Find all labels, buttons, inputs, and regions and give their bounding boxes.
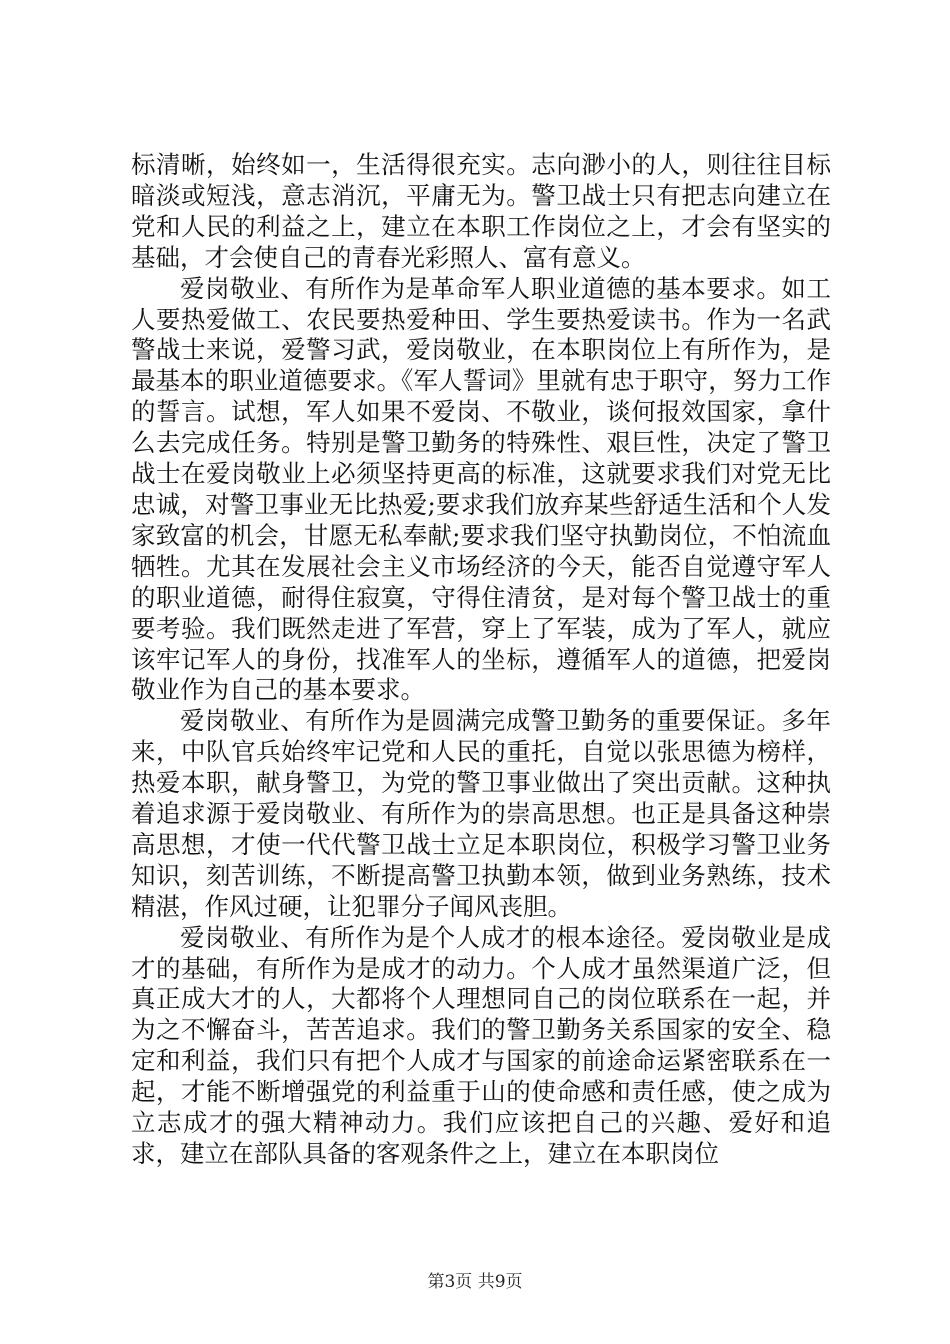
paragraph-professional-ethics: 爱岗敬业、有所作为是革命军人职业道德的基本要求。如工人要热爱做工、农民要热爱种田、学生要热爱读书。作为一名武警战士来说，爱警习武，爱岗敬业，在本职岗位上有所作为，是最基本的职业道德要求。《军人誓词》里就有忠于职守，努力工作的誓言。试想，军人如果不爱岗、不敬业，谈何报效国家，拿什么去完成任务。特别是警卫勤务的特殊性、艰巨性，决定了警卫战士在爱岗敬业上必须坚持更高的标准，这就要求我们对党无比忠诚，对警卫事业无比热爱;要求我们放弃某些舒适生活和个人发家致富的机会，甘愿无私奉献;要求我们坚守执勤岗位，不怕流血牺牲。尤其在发展社会主义市场经济的今天，能否自觉遵守军人的职业道德，耐得住寂寞，守得住清贫，是对每个警卫战士的重要考验。我们既然走进了军营，穿上了军装，成为了军人，就应该牢记军人的身份，找准军人的坐标，遵循军人的道德，把爱岗敬业作为自己的基本要求。 — [131, 273, 831, 705]
paragraph-personal-growth: 爱岗敬业、有所作为是个人成才的根本途径。爱岗敬业是成才的基础，有所作为是成才的动力。个人成才虽然渠道广泛，但真正成大才的人，大都将个人理想同自己的岗位联系在一起，并为之不懈奋斗，苦苦追求。我们的警卫勤务关系国家的安全、稳定和利益，我们只有把个人成才与国家的前途命运紧密联系在一起，才能不断增强党的利益重于山的使命感和责任感，使之成为立志成才的强大精神动力。我们应该把自己的兴趣、爱好和追求，建立在部队具备的客观条件之上，建立在本职岗位 — [131, 922, 831, 1168]
paragraph-continuation: 标清晰，始终如一，生活得很充实。志向渺小的人，则往往目标暗淡或短浅，意志消沉，平庸无为。警卫战士只有把志向建立在党和人民的利益之上，建立在本职工作岗位之上，才会有坚实的基础，才会使自己的青春光彩照人、富有意义。 — [131, 150, 831, 272]
document-body — [131, 150, 831, 1170]
page-number-footer: 第3页 共9页 — [427, 1272, 523, 1292]
paragraph-guard-duty: 爱岗敬业、有所作为是圆满完成警卫勤务的重要保证。多年来，中队官兵始终牢记党和人民的重托，自觉以张思德为榜样，热爱本职，献身警卫，为党的警卫事业做出了突出贡献。这种执着追求源于爱岗敬业、有所作为的崇高思想。也正是具备这种崇高思想，才使一代代警卫战士立足本职岗位，积极学习警卫业务知识，刻苦训练，不断提高警卫执勤本领，做到业务熟练，技术精湛，作风过硬，让犯罪分子闻风丧胆。 — [131, 706, 831, 921]
